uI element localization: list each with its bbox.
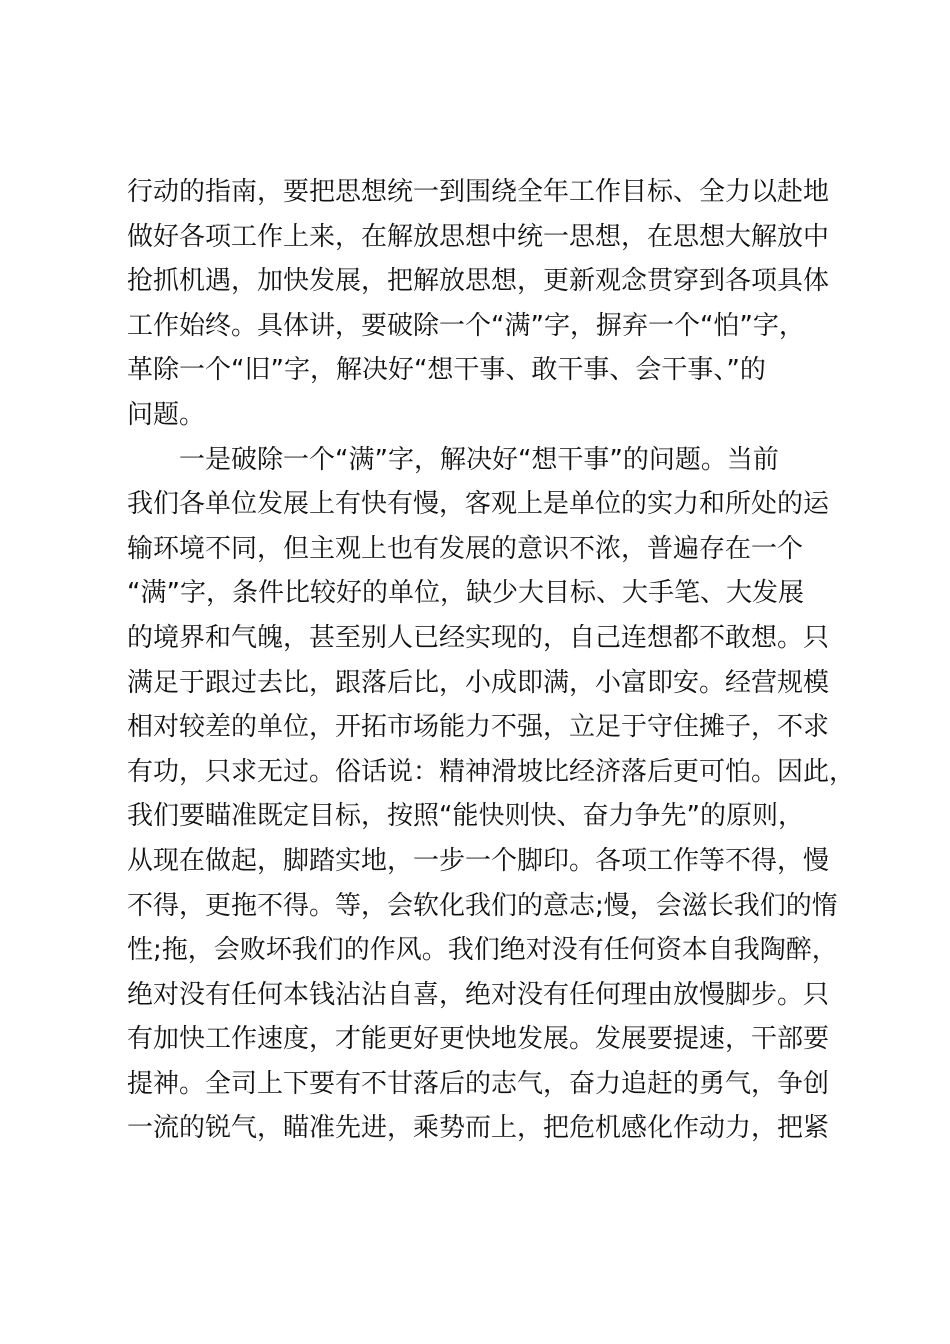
text-line: 相对较差的单位，开拓市场能力不强，立足于守住摊子，不求 [127, 712, 830, 743]
text-line: 我们要瞄准既定目标，按照“能快则快、奋力争先”的原则， [127, 801, 804, 832]
text-line: 性;拖，会败坏我们的作风。我们绝对没有任何资本自我陶醉， [127, 935, 838, 966]
text-line: 做好各项工作上来，在解放思想中统一思想，在思想大解放中 [127, 221, 830, 252]
text-line: 有加快工作速度，才能更好更快地发展。发展要提速，干部要 [127, 1024, 830, 1055]
paragraph-start-line: 一是破除一个“满”字，解决好“想干事”的问题。当前 [179, 444, 779, 475]
text-line: 有功，只求无过。俗话说：精神滑坡比经济落后更可怕。因此， [127, 756, 856, 787]
text-line: 输环境不同，但主观上也有发展的意识不浓，普遍存在一个 [127, 533, 804, 564]
text-line: 绝对没有任何本钱沾沾自喜，绝对没有任何理由放慢脚步。只 [127, 979, 830, 1010]
text-line: 满足于跟过去比，跟落后比，小成即满，小富即安。经营规模 [127, 667, 830, 698]
text-line: 行动的指南，要把思想统一到围绕全年工作目标、全力以赴地 [127, 177, 830, 207]
text-line: 革除一个“旧”字，解决好“想干事、敢干事、会干事、”的 [127, 355, 766, 386]
text-line: 问题。 [127, 399, 206, 430]
body-text [127, 170, 856, 1151]
text-line: 的境界和气魄，甚至别人已经实现的，自己连想都不敢想。只 [127, 622, 830, 653]
text-line: 抢抓机遇，加快发展，把解放思想，更新观念贯穿到各项具体 [127, 266, 830, 297]
text-line: 一流的锐气，瞄准先进，乘势而上，把危机感化作动力，把紧 [127, 1113, 830, 1144]
text-line: 从现在做起，脚踏实地，一步一个脚印。各项工作等不得，慢 [127, 845, 830, 876]
text-line: 不得，更拖不得。等，会软化我们的意志;慢，会滋长我们的惰 [127, 890, 838, 921]
text-line: 提神。全司上下要有不甘落后的志气，奋力追赶的勇气，争创 [127, 1068, 830, 1099]
text-line: 工作始终。具体讲，要破除一个“满”字，摒弃一个“怕”字， [127, 310, 805, 341]
text-line: 我们各单位发展上有快有慢，客观上是单位的实力和所处的运 [127, 489, 830, 520]
text-line: “满”字，条件比较好的单位，缺少大目标、大手笔、大发展 [127, 578, 804, 609]
